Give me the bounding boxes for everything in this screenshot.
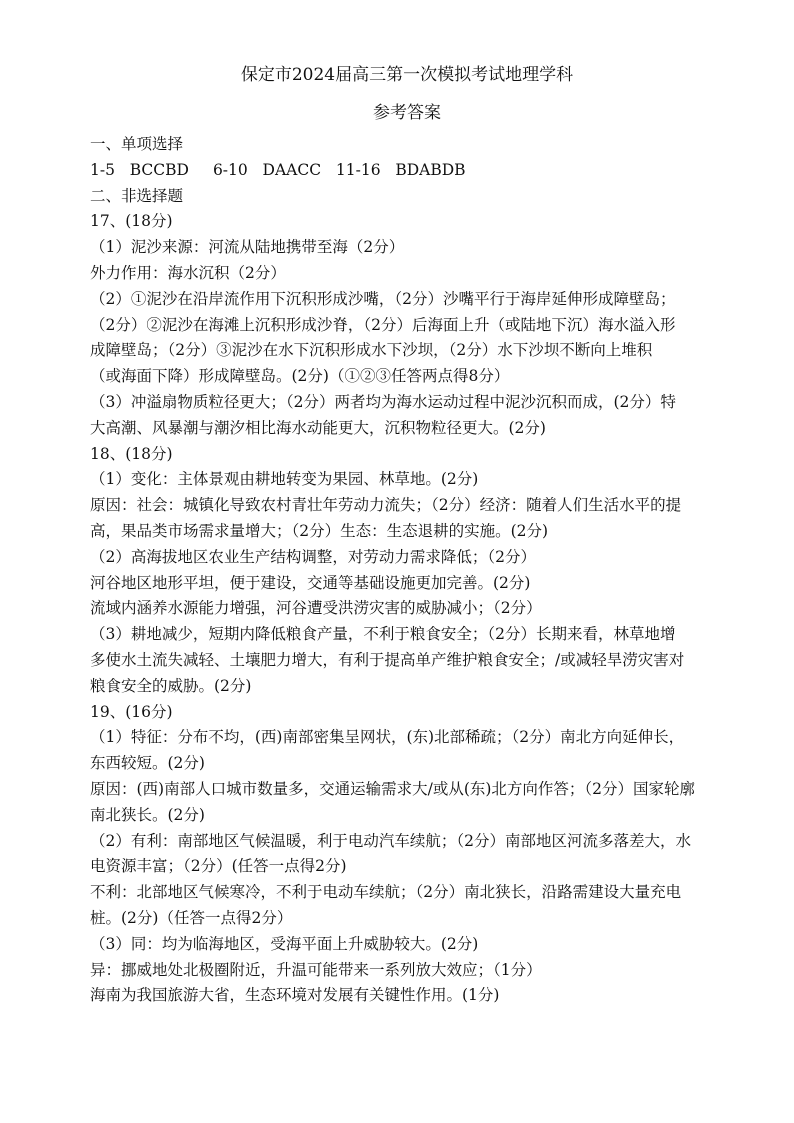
question-19-line: （3）同：均为临海地区，受海平面上升威胁较大。(2分) bbox=[90, 934, 479, 953]
question-19-line: 电资源丰富；（2分）(任答一点得2分) bbox=[90, 857, 347, 876]
question-19-line: 南北狭长。(2分) bbox=[90, 805, 205, 824]
question-18 bbox=[90, 442, 724, 700]
answer-group-6-10: 6-10 DAACC bbox=[212, 160, 322, 179]
question-17-line: 大高潮、风暴潮与潮汐相比海水动能更大，沉积物粒径更大。(2分) bbox=[90, 418, 546, 437]
answer-group-11-16: 11-16 BDABDB bbox=[335, 160, 466, 179]
question-17-line: 成障壁岛；（2分）③泥沙在水下沉积形成水下沙坝，（2分）水下沙坝不断向上堆积 bbox=[90, 341, 653, 360]
question-18-line: 粮食安全的威胁。(2分) bbox=[90, 676, 252, 695]
answer-group-1-5: 1-5 BCCBD bbox=[90, 160, 189, 179]
question-18-line: （3）耕地减少，短期内降低粮食产量，不利于粮食安全；（2分）长期来看，林草地增 bbox=[90, 625, 676, 644]
question-18-line: 原因：社会：城镇化导致农村青壮年劳动力流失；（2分）经济：随着人们生活水平的提 bbox=[90, 496, 682, 515]
single-choice-answers bbox=[90, 158, 724, 184]
question-17-line: （或海面下降）形成障壁岛。(2分)（①②③任答两点得8分） bbox=[90, 367, 510, 386]
question-19-line: 不利：北部地区气候寒冷，不利于电动车续航；（2分）南北狭长，沿路需建设大量充电 bbox=[90, 883, 682, 902]
question-18-line: （2）高海拔地区农业生产结构调整，对劳动力需求降低；（2分） bbox=[90, 547, 536, 566]
question-17-line: （2分）②泥沙在海滩上沉积形成沙脊，（2分）后海面上升（或陆地下沉）海水溢入形 bbox=[90, 315, 676, 334]
question-18-line: 高，果品类市场需求量增大；（2分）生态：生态退耕的实施。(2分) bbox=[90, 521, 549, 540]
question-17-line: 外力作用：海水沉积（2分） bbox=[90, 263, 286, 282]
question-19-line: 桩。(2分)（任答一点得2分） bbox=[90, 908, 293, 927]
question-19 bbox=[90, 700, 724, 1010]
document-title: 保定市2024届高三第一次模拟考试地理学科 bbox=[240, 65, 574, 85]
question-17-line: （2）①泥沙在沿岸流作用下沉积形成沙嘴，（2分）沙嘴平行于海岸延伸形成障壁岛； bbox=[90, 289, 676, 308]
question-19-head: 19、(16分) bbox=[90, 702, 173, 721]
question-17-line: （1）泥沙来源：河流从陆地携带至海（2分） bbox=[90, 238, 405, 257]
question-17-head: 17、(18分) bbox=[90, 212, 173, 231]
question-17 bbox=[90, 209, 724, 441]
question-19-line: 东西较短。(2分) bbox=[90, 754, 205, 773]
question-19-line: （2）有利：南部地区气候温暖，利于电动汽车续航；（2分）南部地区河流多落差大，水 bbox=[90, 831, 691, 850]
document-subtitle: 参考答案 bbox=[373, 103, 441, 123]
question-18-head: 18、(18分) bbox=[90, 444, 173, 463]
section-heading-single-choice: 一、单项选择 bbox=[90, 135, 184, 153]
question-18-line: 多使水土流失减轻、土壤肥力增大，有利于提高单产维护粮食安全；/或减轻旱涝灾害对 bbox=[90, 650, 685, 669]
question-18-line: 流域内涵养水源能力增强，河谷遭受洪涝灾害的威胁减小；（2分） bbox=[90, 599, 542, 618]
question-18-line: （1）变化：主体景观由耕地转变为果园、林草地。(2分) bbox=[90, 470, 479, 489]
question-19-line: 异：挪威地处北极圈附近，升温可能带来一系列放大效应；（1分） bbox=[90, 960, 542, 979]
question-19-line: 海南为我国旅游大省，生态环境对发展有关键性作用。(1分) bbox=[90, 986, 500, 1005]
question-19-line: 原因：(西)南部人口城市数量多，交通运输需求大/或从(东)北方向作答；（2分）国家轮廓 bbox=[90, 779, 696, 798]
question-19-line: （1）特征：分布不均，(西)南部密集呈网状，(东)北部稀疏；（2分）南北方向延伸长， bbox=[90, 728, 685, 747]
section-heading-non-choice: 二、非选择题 bbox=[90, 186, 184, 205]
question-17-line: （3）冲溢扇物质粒径更大；（2分）两者均为海水运动过程中泥沙沉积而成，(2分）特 bbox=[90, 392, 676, 411]
question-18-line: 河谷地区地形平坦，便于建设，交通等基础设施更加完善。(2分) bbox=[90, 573, 531, 592]
